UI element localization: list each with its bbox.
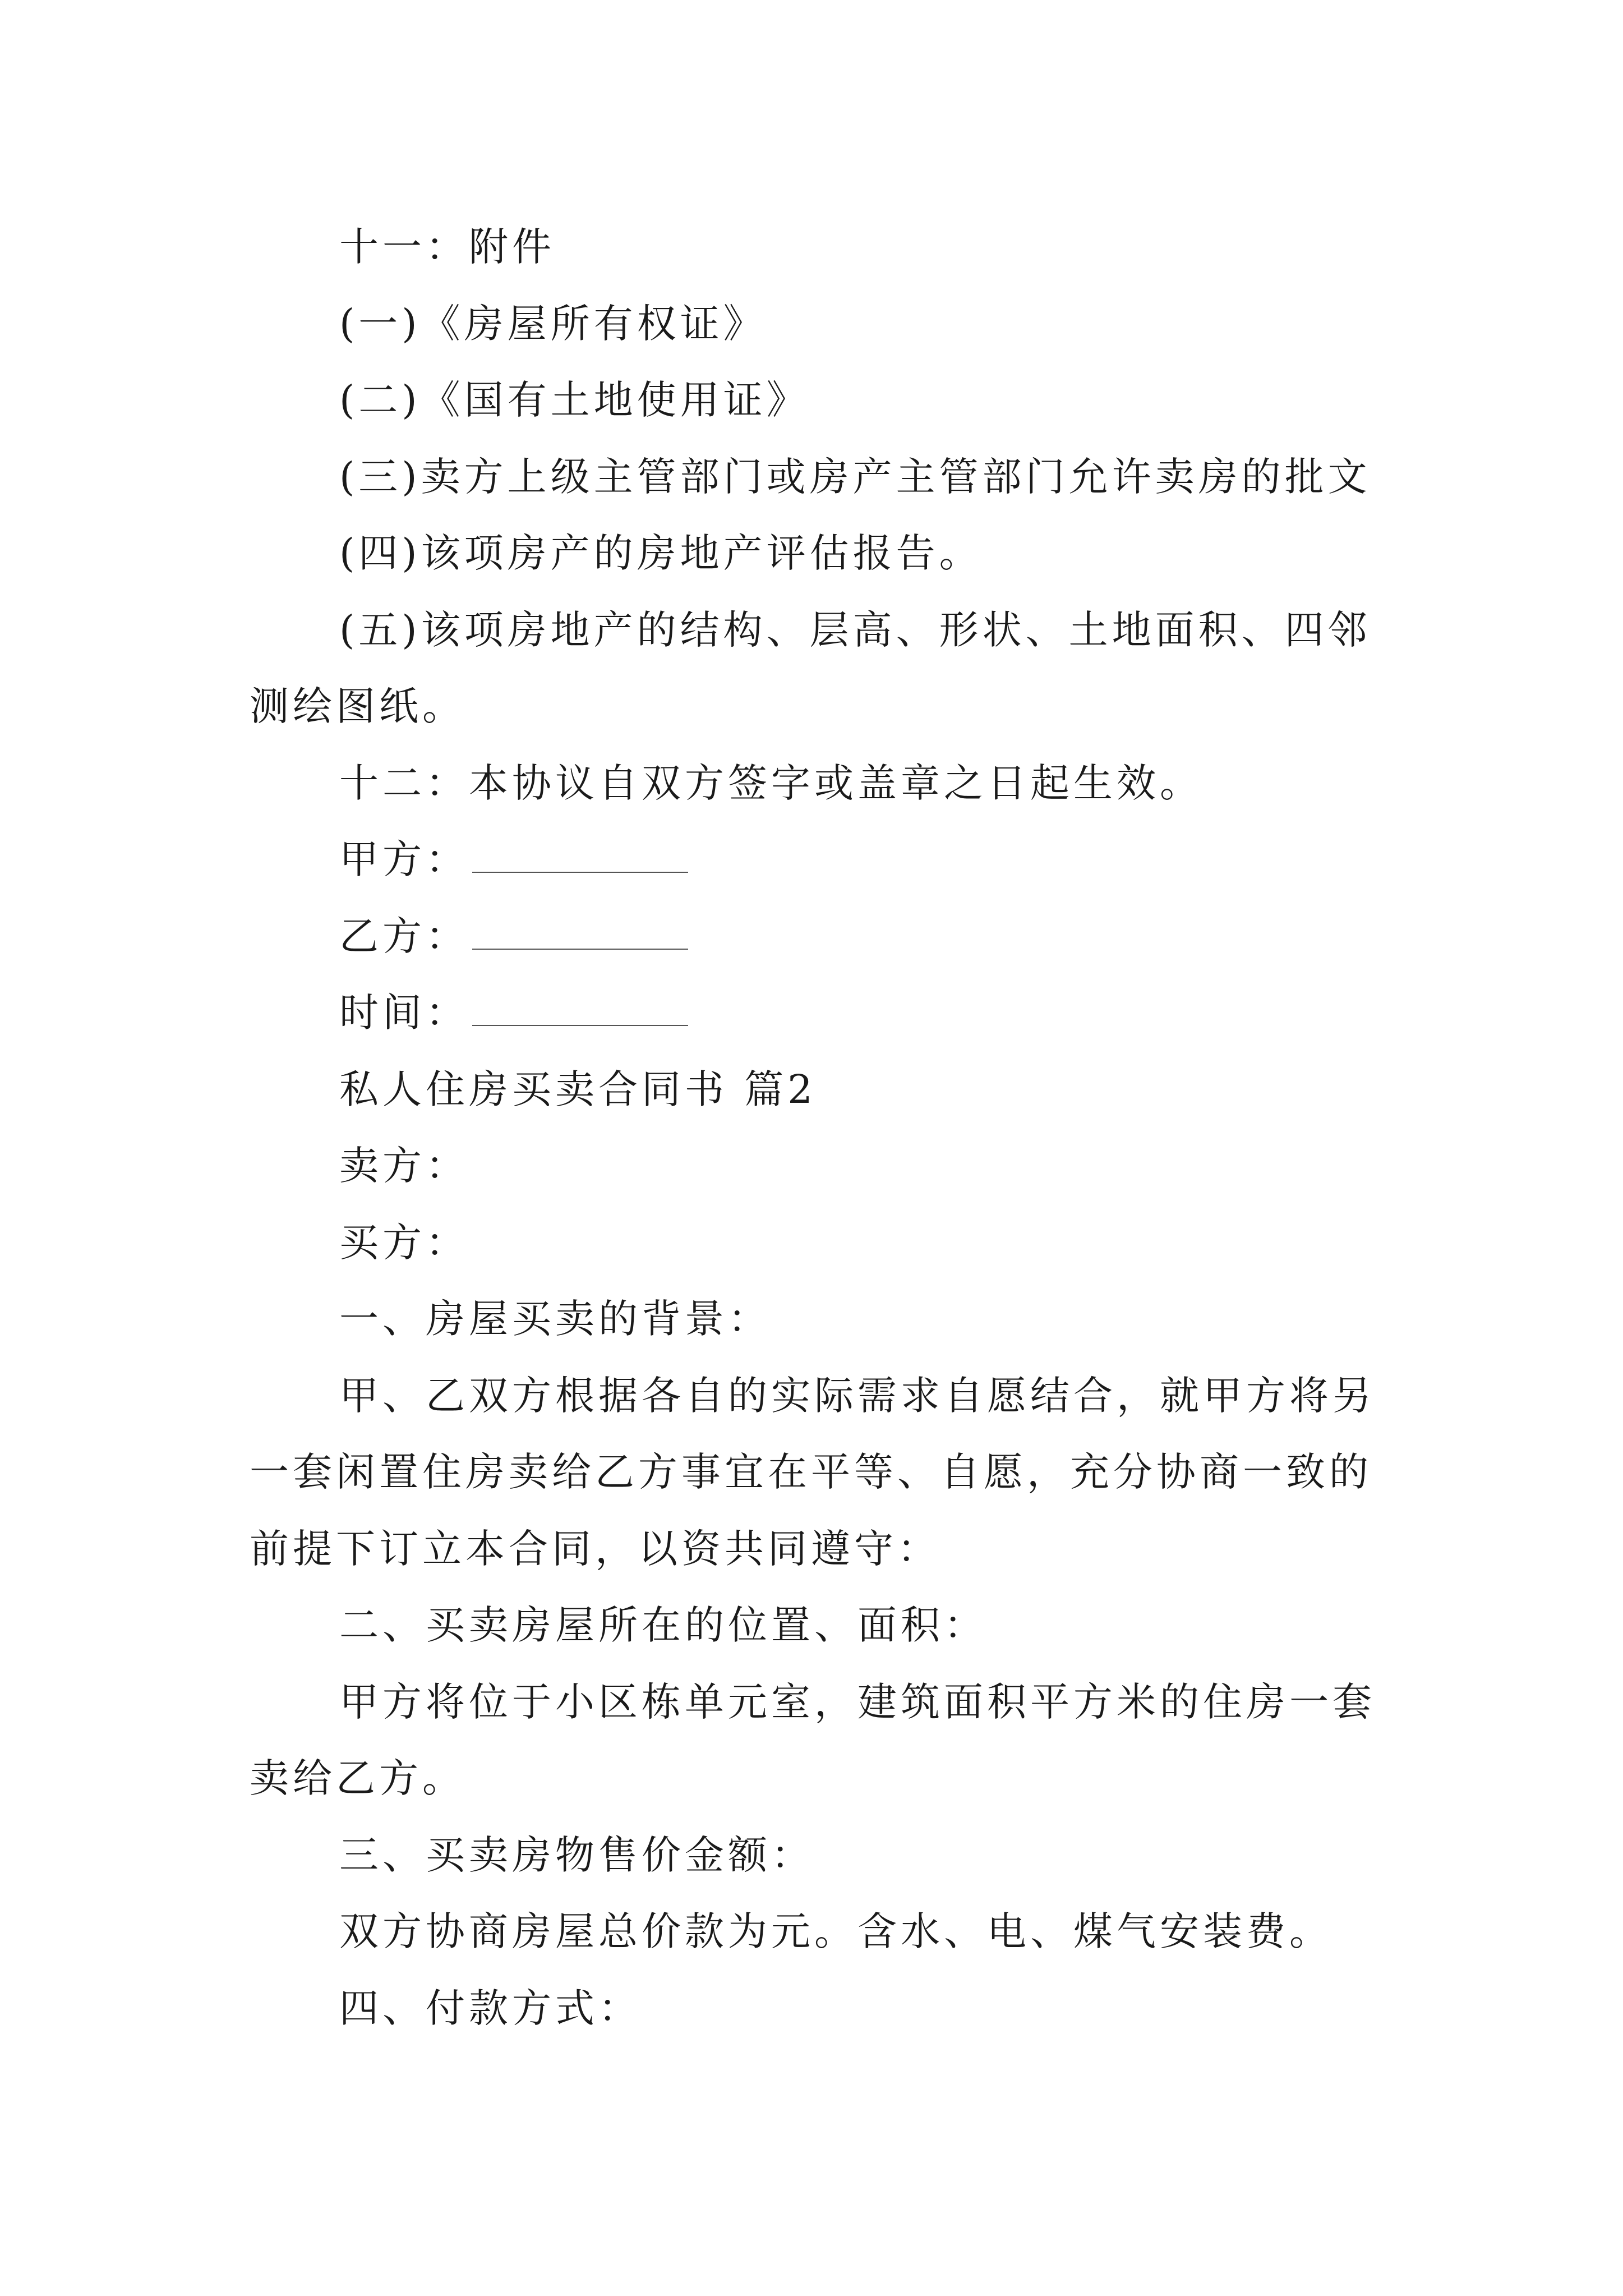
signature-label: 时间： [339,990,469,1036]
attachment-item: (四)该项房产的房地产评估报告。 [339,530,983,576]
attachment-item-continued: 测绘图纸。 [250,683,465,729]
section-heading: 四、付款方式： [339,1985,642,2031]
paragraph-line: 甲、乙双方根据各自的实际需求自愿结合，就甲方将另 [339,1372,1376,1419]
section-heading: 一、房屋买卖的背景： [339,1296,771,1342]
attachment-item: (三)卖方上级主管部门或房产主管部门允许卖房的批文 [339,453,1371,500]
signature-party-a [250,821,1377,898]
signature-date [250,974,1377,1051]
signature-party-b [250,898,1377,975]
paragraph-line: 一套闲置住房卖给乙方事宜在平等、自愿，充分协商一致的 [250,1449,1372,1495]
attachment-item: (五)该项房地产的结构、层高、形状、土地面积、四邻 [339,606,1371,653]
signature-blank-line [472,997,688,1026]
signature-label: 乙方： [339,913,469,959]
attachment-item: (二)《国有土地使用证》 [339,377,810,423]
section-heading: 二、买卖房屋所在的位置、面积： [339,1602,987,1648]
paragraph-line: 甲方将位于小区栋单元室，建筑面积平方米的住房一套 [339,1678,1376,1725]
signature-blank-line [472,921,688,950]
document-body [250,209,1377,2046]
paragraph-line: 双方协商房屋总价款为元。含水、电、煤气安装费。 [339,1908,1332,1954]
section-heading-attachments: 十一：附件 [339,224,555,270]
buyer-line: 买方： [339,1219,469,1266]
paragraph-line: 卖给乙方。 [250,1755,465,1801]
section-heading: 三、买卖房物售价金额： [339,1832,814,1878]
signature-blank-line [472,844,688,873]
signature-label: 甲方： [339,836,469,882]
contract-title: 私人住房买卖合同书 篇2 [339,1066,817,1112]
section-heading-effective: 十二：本协议自双方签字或盖章之日起生效。 [339,760,1203,806]
seller-line: 卖方： [339,1143,469,1189]
paragraph-line: 前提下订立本合同，以资共同遵守： [250,1525,940,1572]
attachment-item: (一)《房屋所有权证》 [339,300,767,347]
